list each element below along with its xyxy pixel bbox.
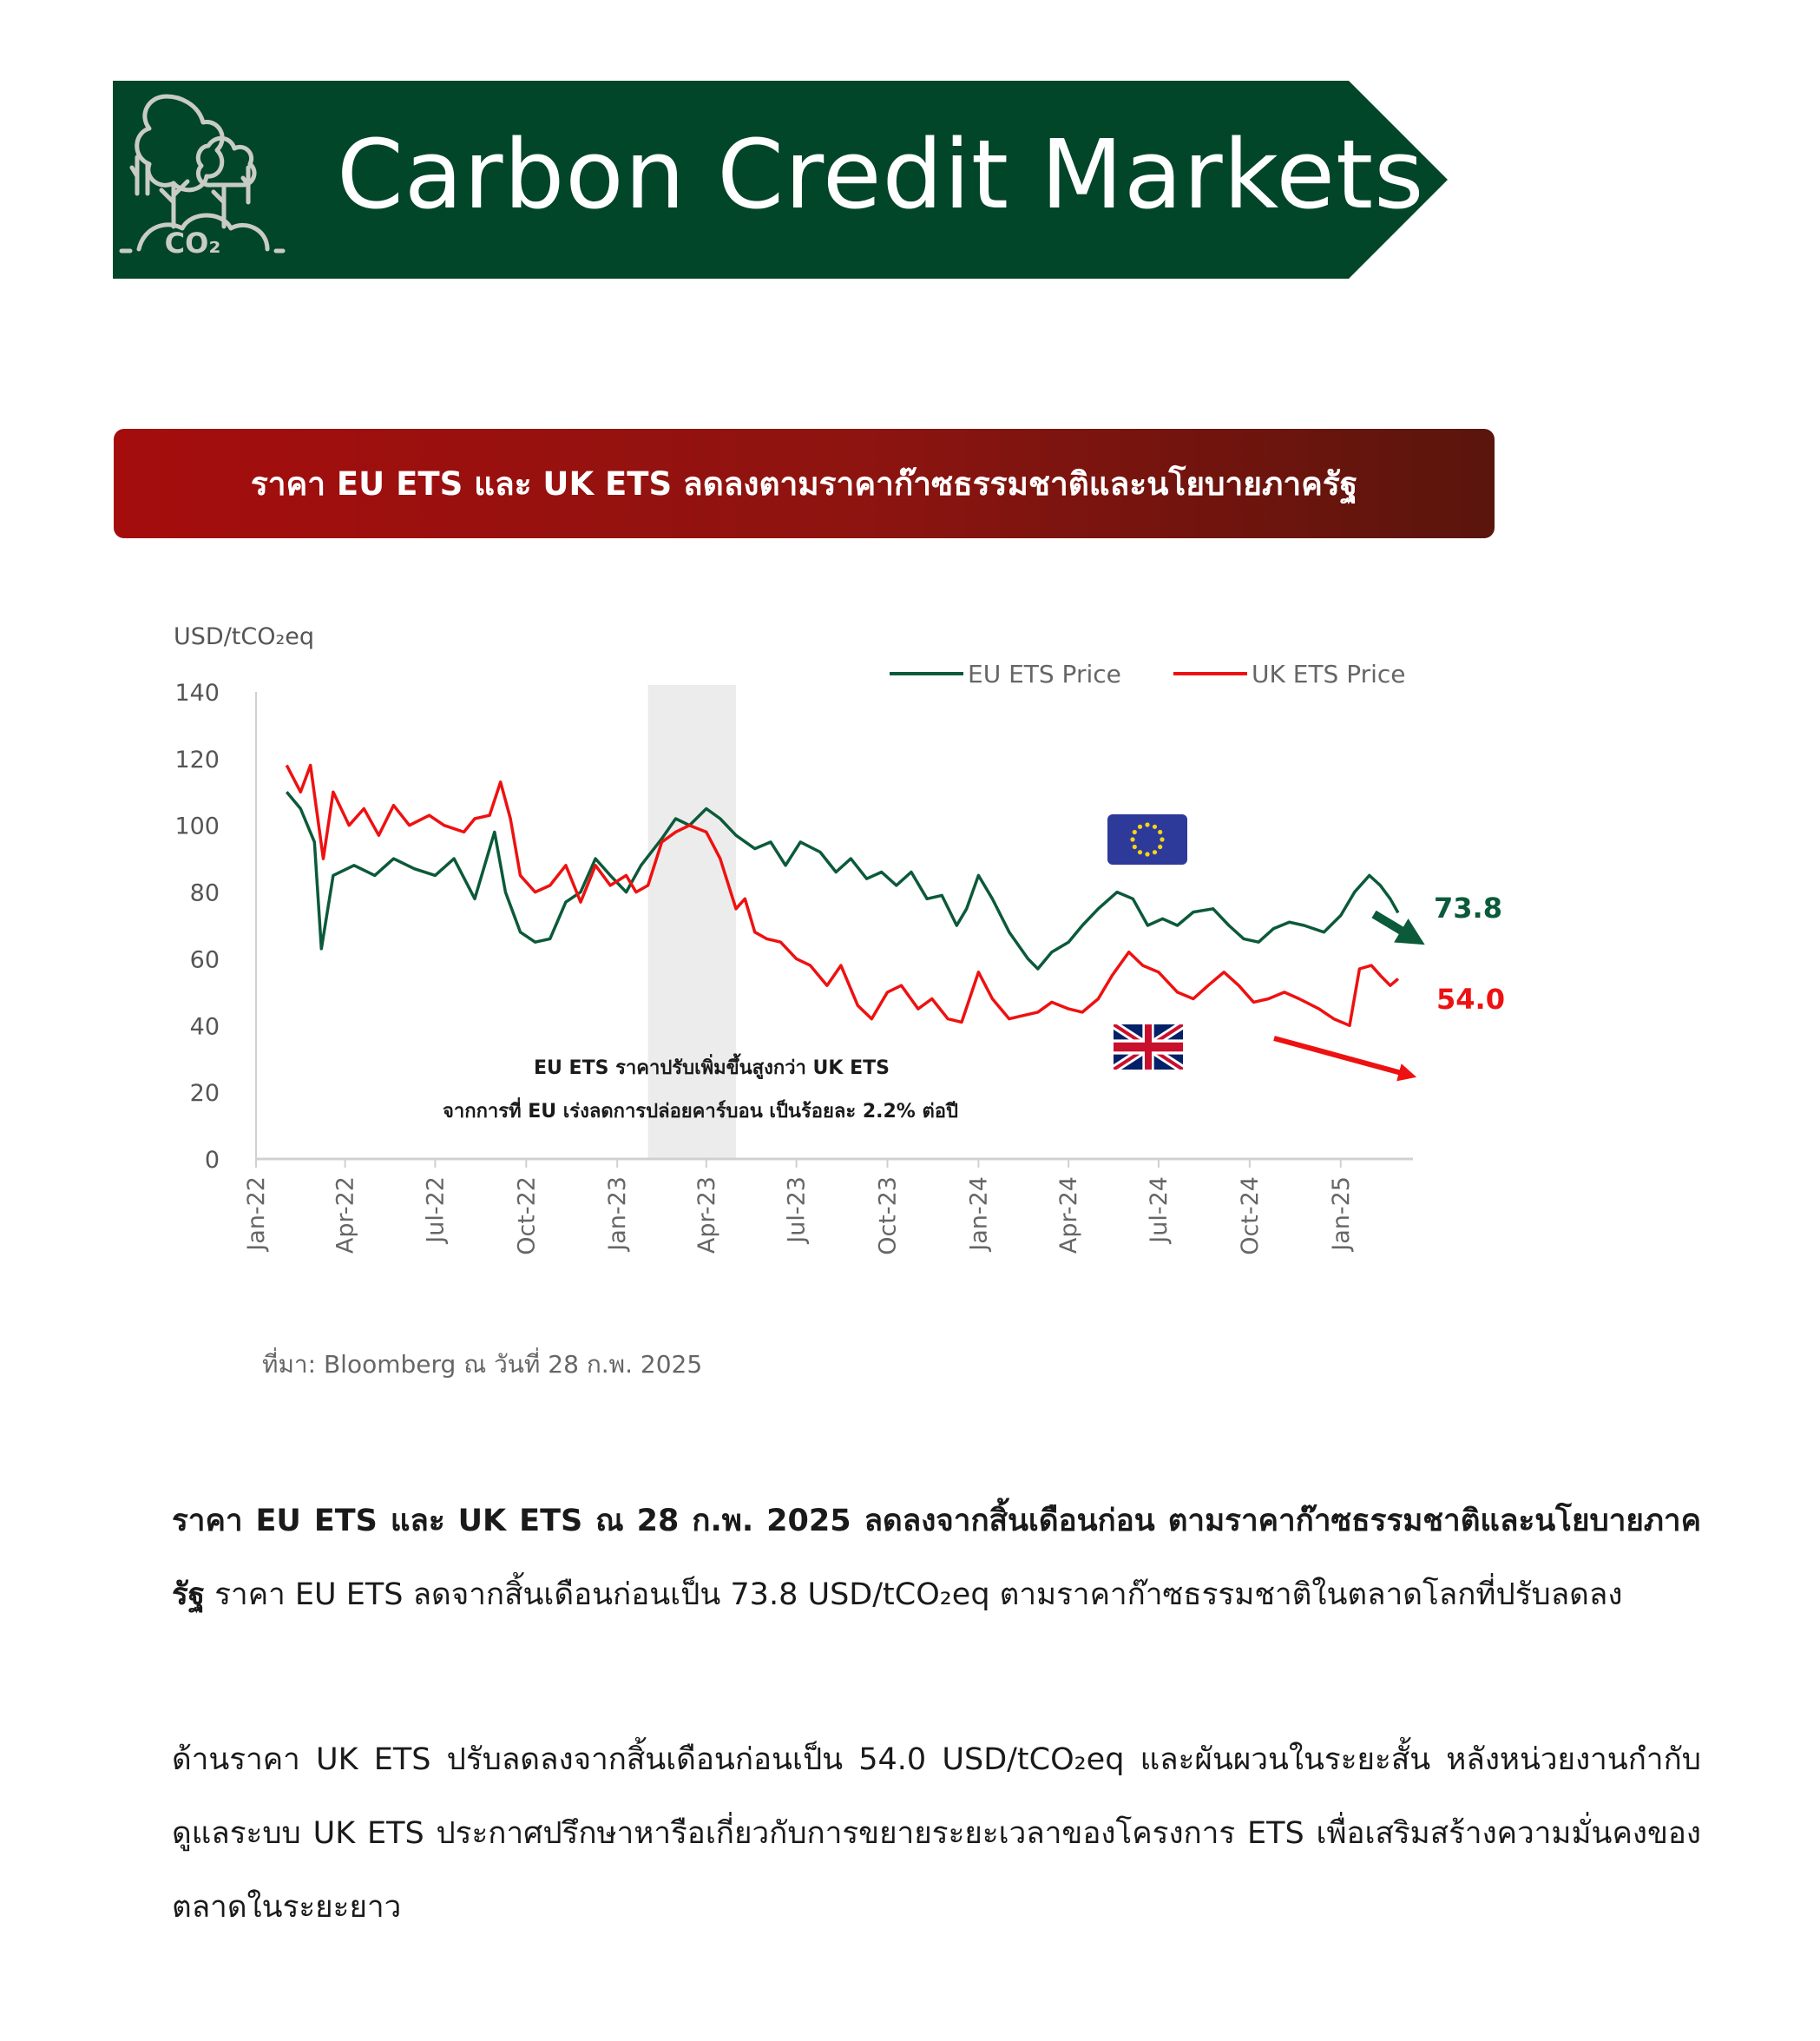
x-tick-label: Apr-22 — [332, 1176, 359, 1254]
x-tick-label: Jan-23 — [604, 1176, 632, 1251]
uk-trend-arrow — [1274, 1038, 1408, 1075]
uk-end-label: 54.0 — [1436, 983, 1505, 1016]
legend-label-uk: UK ETS Price — [1252, 660, 1406, 688]
x-tick-label: Apr-23 — [693, 1176, 720, 1254]
x-tick-label: Jan-25 — [1327, 1176, 1355, 1251]
eu-flag-icon — [1107, 814, 1187, 865]
x-tick-label: Oct-23 — [874, 1176, 902, 1255]
y-tick-label: 60 — [189, 946, 220, 974]
x-tick-label: Oct-24 — [1236, 1176, 1264, 1255]
paragraph-eu — [172, 1485, 1701, 1632]
y-tick-label: 80 — [189, 879, 220, 907]
price-chart — [0, 599, 1820, 1311]
source-note: ที่มา: Bloomberg ณ วันที่ 28 ก.พ. 2025 — [262, 1350, 703, 1379]
uk-flag-icon — [1114, 1024, 1183, 1070]
annotation-line-1: EU ETS ราคาปรับเพิ่มขึ้นสูงกว่า UK ETS — [534, 1057, 890, 1079]
co2-icon-label: CO₂ — [164, 227, 221, 260]
header-banner — [113, 81, 1449, 279]
x-tick-label: Apr-24 — [1055, 1176, 1083, 1254]
headline-bar — [114, 429, 1495, 538]
x-tick-label: Jan-22 — [243, 1176, 270, 1251]
eu-end-label: 73.8 — [1434, 892, 1502, 925]
paragraph-eu-bold: ราคา EU ETS และ UK ETS ณ 28 ก.พ. 2025 ลดลงจากสิ้นเดือนก่อน ตามราคาก๊าซธรรมชาติและนโยบายภาครัฐ — [172, 1504, 1701, 1612]
x-tick-label: Oct-22 — [513, 1176, 541, 1255]
series-line-uk — [286, 766, 1398, 1026]
x-tick-label: Jan-24 — [965, 1176, 993, 1251]
paragraph-uk: ด้านราคา UK ETS ปรับลดลงจากสิ้นเดือนก่อนเป็น 54.0 USD/tCO₂eq และผันผวนในระยะสั้น หลังหน่วยงานกำกับดูแลระบบ UK ETS ประกาศปรึกษาหารือเกี่ยวกับการขยายระยะเวลาของโครงการ ETS เพื่อเสริมสร้างความมั่นคงของตลาดในระยะยาว — [172, 1742, 1701, 1925]
series-line-eu — [286, 792, 1398, 969]
x-tick-label: Jul-23 — [783, 1176, 811, 1243]
y-tick-label: 0 — [204, 1147, 220, 1174]
x-tick-label: Jul-24 — [1145, 1176, 1173, 1243]
y-tick-label: 40 — [189, 1013, 220, 1041]
headline-text: ราคา EU ETS และ UK ETS ลดลงตามราคาก๊าซธรรมชาติและนโยบายภาครัฐ — [250, 464, 1358, 503]
y-tick-label: 120 — [174, 746, 220, 774]
shaded-period — [648, 685, 736, 1159]
x-tick-label: Jul-22 — [422, 1176, 450, 1243]
eu-trend-arrow — [1374, 914, 1413, 938]
paragraph-eu-text: ราคา EU ETS ลดจากสิ้นเดือนก่อนเป็น 73.8 USD/tCO₂eq ตามราคาก๊าซธรรมชาติในตลาดโลกที่ปรับลดลง — [205, 1577, 1623, 1612]
y-tick-label: 20 — [189, 1080, 220, 1108]
annotation-line-2: จากการที่ EU เร่งลดการปล่อยคาร์บอน เป็นร้อยละ 2.2% ต่อปี — [443, 1101, 958, 1123]
page-title: Carbon Credit Markets — [337, 119, 1425, 230]
y-tick-label: 100 — [174, 813, 220, 840]
y-axis-label: USD/tCO₂eq — [174, 623, 315, 650]
legend-label-eu: EU ETS Price — [968, 660, 1121, 688]
y-tick-label: 140 — [174, 680, 220, 707]
